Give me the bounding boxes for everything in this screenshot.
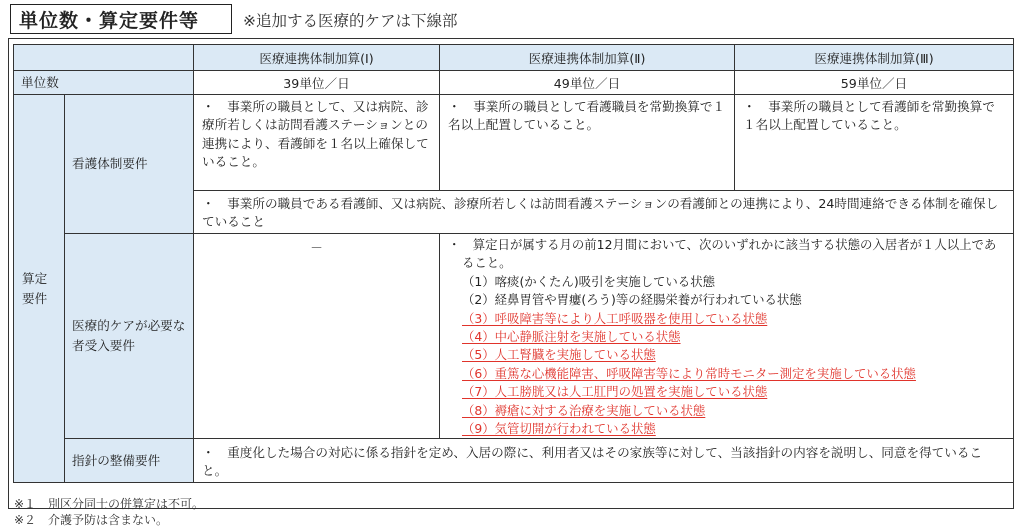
guidelines-text: ・ 重度化した場合の対応に係る指針を定め、入居の際に、利用者又はその家族等に対して、当該指針の内容を説明し、同意を得ていること。 <box>194 439 1014 483</box>
nursing-shared: ・ 事業所の職員である看護師、又は病院、診療所若しくは訪問看護ステーションの看護師との連携により、24時間連絡できる体制を確保していること <box>194 191 1014 234</box>
footnote-2: ※２ 介護予防は含まない。 <box>14 513 169 527</box>
title-note: ※追加する医療的ケアは下線部 <box>243 12 458 30</box>
care-item-3: （3）呼吸障害等により人工呼吸器を使用している状態 <box>462 310 768 326</box>
table-header-row <box>14 45 1014 71</box>
requirements-label: 算定要件 <box>22 270 48 306</box>
care-item-7: （7）人工膀胱又は人工肛門の処置を実施している状態 <box>462 384 768 400</box>
medical-care-col1: － <box>194 234 440 439</box>
care-item-4: （4）中心静脈注射を実施している状態 <box>462 329 681 345</box>
medical-care-intro: ・ 算定日が属する月の前12月間において、次のいずれかに該当する状態の入居者が１人以上であること。 <box>448 237 997 271</box>
nursing-label: 看護体制要件 <box>65 95 194 234</box>
requirements-label-cell <box>14 95 65 483</box>
nursing-col2: ・ 事業所の職員として看護職員を常勤換算で１名以上配置していること。 <box>440 95 735 191</box>
page-title-text: 単位数・算定要件等 <box>19 9 200 32</box>
units-value-1: 39単位／日 <box>194 71 440 95</box>
care-item-8: （8）褥瘡に対する治療を実施している状態 <box>462 402 706 418</box>
care-item-6: （6）重篤な心機能障害、呼吸障害等により常時モニター測定を実施している状態 <box>462 365 916 381</box>
header-blank-cell <box>14 45 194 71</box>
guidelines-row <box>14 439 1014 483</box>
care-item-2: （2）経鼻胃管や胃瘻(ろう)等の経腸栄養が行われている状態 <box>462 292 802 308</box>
medical-care-row <box>14 234 1014 439</box>
page-title <box>10 4 232 34</box>
column-header-1: 医療連携体制加算(Ⅰ) <box>194 45 440 71</box>
care-item-1: （1）喀痰(かくたん)吸引を実施している状態 <box>462 273 715 289</box>
requirements-table <box>13 44 1014 483</box>
care-item-5: （5）人工腎臓を実施している状態 <box>462 347 656 363</box>
nursing-col3: ・ 事業所の職員として看護師を常勤換算で１名以上配置していること。 <box>735 95 1014 191</box>
footnote-1: ※１ 別区分同士の併算定は不可。 <box>14 497 205 511</box>
medical-care-conditions <box>440 234 1014 439</box>
nursing-row <box>14 95 1014 191</box>
units-value-3: 59単位／日 <box>735 71 1014 95</box>
column-header-2: 医療連携体制加算(Ⅱ) <box>440 45 735 71</box>
column-header-3: 医療連携体制加算(Ⅲ) <box>735 45 1014 71</box>
units-label: 単位数 <box>14 71 194 95</box>
medical-care-label: 医療的ケアが必要な者受入要件 <box>65 234 194 439</box>
care-item-9: （9）気管切開が行われている状態 <box>462 421 656 437</box>
units-row <box>14 71 1014 95</box>
guidelines-label: 指針の整備要件 <box>65 439 194 483</box>
units-value-2: 49単位／日 <box>440 71 735 95</box>
nursing-col1: ・ 事業所の職員として、又は病院、診療所若しくは訪問看護ステーションとの連携により、看護師を１名以上確保していること。 <box>194 95 440 191</box>
